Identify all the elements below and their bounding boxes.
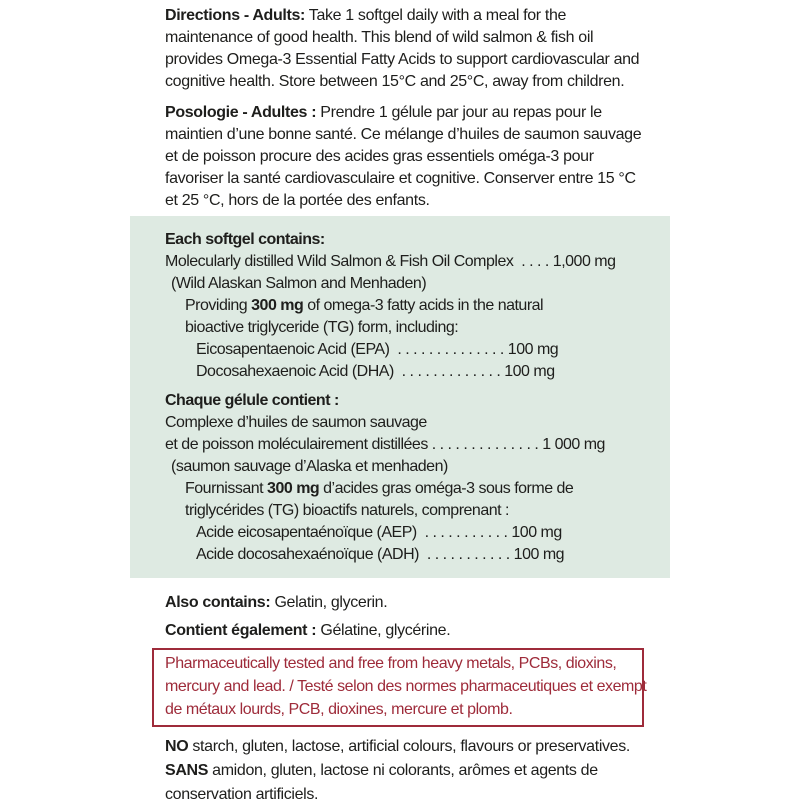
ingredient-row [196,544,660,566]
dot-leader: . . . . . . . . . . . [418,546,514,563]
text-line: favoriser la santé cardiovasculaire et cognitive. Conserver entre 15 °C [165,170,636,187]
amount-value: 100 mg [507,341,559,358]
text-span: starch, gluten, lactose, artificial colours, flavours or preservatives. [188,738,630,755]
each-softgel-contains-panel [130,216,670,578]
also-contains-fr-lead: Contient également : [165,622,317,639]
ingredient-row [171,456,660,478]
ingredient-name: Molecularly distilled Wild Salmon & Fish Oil Complex [165,253,514,270]
ingredient-row [185,500,660,522]
also-contains-en-lead: Also contains: [165,594,271,611]
text-line: et 25 °C, hors de la portée des enfants. [165,192,430,209]
amount-emphasis: 300 mg [267,480,320,497]
amount-value: 1,000 mg [552,253,616,270]
amount-value: 100 mg [513,546,565,563]
text-line [165,5,800,27]
purity-line: mercury and lead. / Testé selon des normes pharmaceutiques et exempt [165,678,647,695]
ingredient-name: (Wild Alaskan Salmon and Menhaden) [171,275,427,292]
text-span: bioactive triglyceride (TG) form, including: [185,319,459,336]
free-from-fr [165,759,800,783]
text-line: maintenance of good health. This blend of wild salmon & fish oil [165,29,594,46]
ingredient-row [196,361,660,383]
ingredient-row [165,412,660,434]
free-from-en-lead: NO [165,738,189,755]
ingredient-row [165,251,660,273]
text-span: amidon, gluten, lactose ni colorants, arômes et agents de [208,762,598,779]
ingredient-row [185,295,660,317]
dot-leader: . . . . [513,253,553,270]
purity-statement-box [152,648,647,727]
amount-emphasis: 300 mg [251,297,304,314]
ingredient-name: (saumon sauvage d’Alaska et menhaden) [171,458,448,475]
heading-text: Each softgel contains: [165,231,325,248]
directions-en-paragraph [165,0,800,93]
free-from-fr-cont: conservation artificiels. [165,786,319,800]
dot-leader: . . . . . . . . . . . [416,524,512,541]
directions-en-lead: Directions - Adults: [165,7,305,24]
text-line: provides Omega-3 Essential Fatty Acids to support cardiovascular and [165,51,640,68]
text-line [165,102,800,124]
contains-heading-fr [165,390,660,412]
also-contains-en [165,592,800,614]
ingredient-row [185,478,660,500]
ingredient-name: Acide eicosapentaénoïque (AEP) [196,524,417,541]
dot-leader: . . . . . . . . . . . . . [393,363,505,380]
heading-text: Chaque gélule contient : [165,392,339,409]
text-span: of omega-3 fatty acids in the natural [303,297,544,314]
amount-value: 100 mg [504,363,555,380]
free-from-fr-lead: SANS [165,762,209,779]
dot-leader: . . . . . . . . . . . . . . [389,341,508,358]
contains-heading-en [165,229,660,251]
ingredient-name: et de poisson moléculairement distillées [165,436,428,453]
free-from-block [165,735,800,800]
text-span: triglycérides (TG) bioactifs naturels, comprenant : [185,502,509,519]
text-span: Take 1 softgel daily with a meal for the [304,7,567,24]
purity-line: Pharmaceutically tested and free from heavy metals, PCBs, dioxins, [165,655,617,672]
text-line: maintien d’une bonne santé. Ce mélange d’huiles de saumon sauvage [165,126,642,143]
text-span: Gelatin, glycerin. [270,594,388,611]
ingredient-name: Complexe d’huiles de saumon sauvage [165,414,427,431]
directions-fr-lead: Posologie - Adultes : [165,104,317,121]
ingredient-name: Eicosapentaenoic Acid (EPA) [196,341,390,358]
ingredient-row [196,339,660,361]
ingredient-name: Docosahexaenoic Acid (DHA) [196,363,394,380]
directions-fr-paragraph [165,102,800,212]
text-span: Prendre 1 gélule par jour au repas pour le [316,104,602,121]
free-from-en [165,735,800,759]
dot-leader: . . . . . . . . . . . . . . [427,436,543,453]
amount-value: 1 000 mg [542,436,605,453]
ingredient-row [185,317,660,339]
also-contains-block [165,592,800,642]
also-contains-fr [165,620,800,642]
purity-line: de métaux lourds, PCB, dioxines, mercure et plomb. [165,701,513,718]
text-line: et de poisson procure des acides gras essentiels oméga-3 pour [165,148,594,165]
ingredient-name: Acide docosahexaénoïque (ADH) [196,546,419,563]
text-span: Providing [185,297,252,314]
text-span: d’acides gras oméga-3 sous forme de [319,480,574,497]
ingredient-row [165,434,660,456]
text-span: Fournissant [185,480,268,497]
text-span: Gélatine, glycérine. [316,622,451,639]
text-line: cognitive health. Store between 15°C and 25°C, away from children. [165,73,625,90]
ingredient-row [196,522,660,544]
amount-value: 100 mg [511,524,562,541]
ingredient-row [171,273,660,295]
